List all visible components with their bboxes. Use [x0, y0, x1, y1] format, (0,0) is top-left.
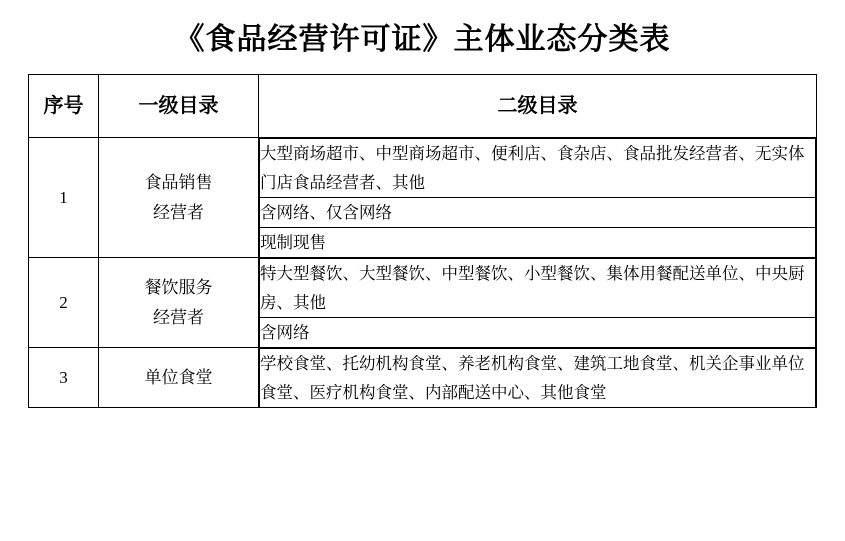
level2-item — [260, 318, 816, 348]
level2-item — [260, 139, 816, 198]
level2-text: 含网络 — [260, 323, 310, 342]
level2-subtable — [259, 138, 816, 257]
level2-row — [260, 349, 816, 408]
level2-text: 大型商场超市、中型商场超市、便利店、食杂店、食品批发经营者、无实体门店食品经营者、其他 — [260, 144, 805, 192]
row-level2-cell — [259, 258, 817, 348]
level2-text: 学校食堂、托幼机构食堂、养老机构食堂、建筑工地食堂、机关企事业单位食堂、医疗机构食堂、内部配送中心、其他食堂 — [260, 354, 805, 402]
column-header-no: 序号 — [29, 75, 99, 138]
level2-subtable — [259, 348, 816, 407]
level2-subtable — [259, 258, 816, 347]
level2-text: 含网络、仅含网络 — [260, 203, 392, 222]
level2-row — [260, 259, 816, 318]
level2-item — [260, 228, 816, 258]
level2-item — [260, 259, 816, 318]
level2-row — [260, 228, 816, 258]
level2-item — [260, 349, 816, 408]
row-level1-line: 食品销售 — [144, 172, 213, 192]
level2-item — [260, 198, 816, 228]
level2-text: 现制现售 — [260, 233, 326, 252]
page-title: 《食品经营许可证》主体业态分类表 — [174, 23, 671, 56]
classification-table — [28, 74, 817, 408]
row-level1-line: 经营者 — [153, 307, 204, 327]
level2-text: 特大型餐饮、大型餐饮、中型餐饮、小型餐饮、集体用餐配送单位、中央厨房、其他 — [260, 264, 805, 312]
row-level1-category — [99, 258, 259, 348]
level2-row — [260, 318, 816, 348]
row-level1-category — [99, 138, 259, 258]
row-level1-line: 单位食堂 — [144, 367, 213, 387]
column-header-level1: 一级目录 — [99, 75, 259, 138]
row-level1-line: 经营者 — [153, 202, 204, 222]
row-number: 3 — [29, 348, 99, 408]
table-row — [29, 348, 817, 408]
column-header-level2: 二级目录 — [259, 75, 817, 138]
row-level2-cell — [259, 138, 817, 258]
row-number: 1 — [29, 138, 99, 258]
table-row — [29, 258, 817, 348]
level2-row — [260, 198, 816, 228]
row-level2-cell — [259, 348, 817, 408]
table-row — [29, 138, 817, 258]
row-number: 2 — [29, 258, 99, 348]
row-level1-category — [99, 348, 259, 408]
level2-row — [260, 139, 816, 198]
row-level1-line: 餐饮服务 — [144, 277, 213, 297]
table-header-row — [29, 75, 817, 138]
